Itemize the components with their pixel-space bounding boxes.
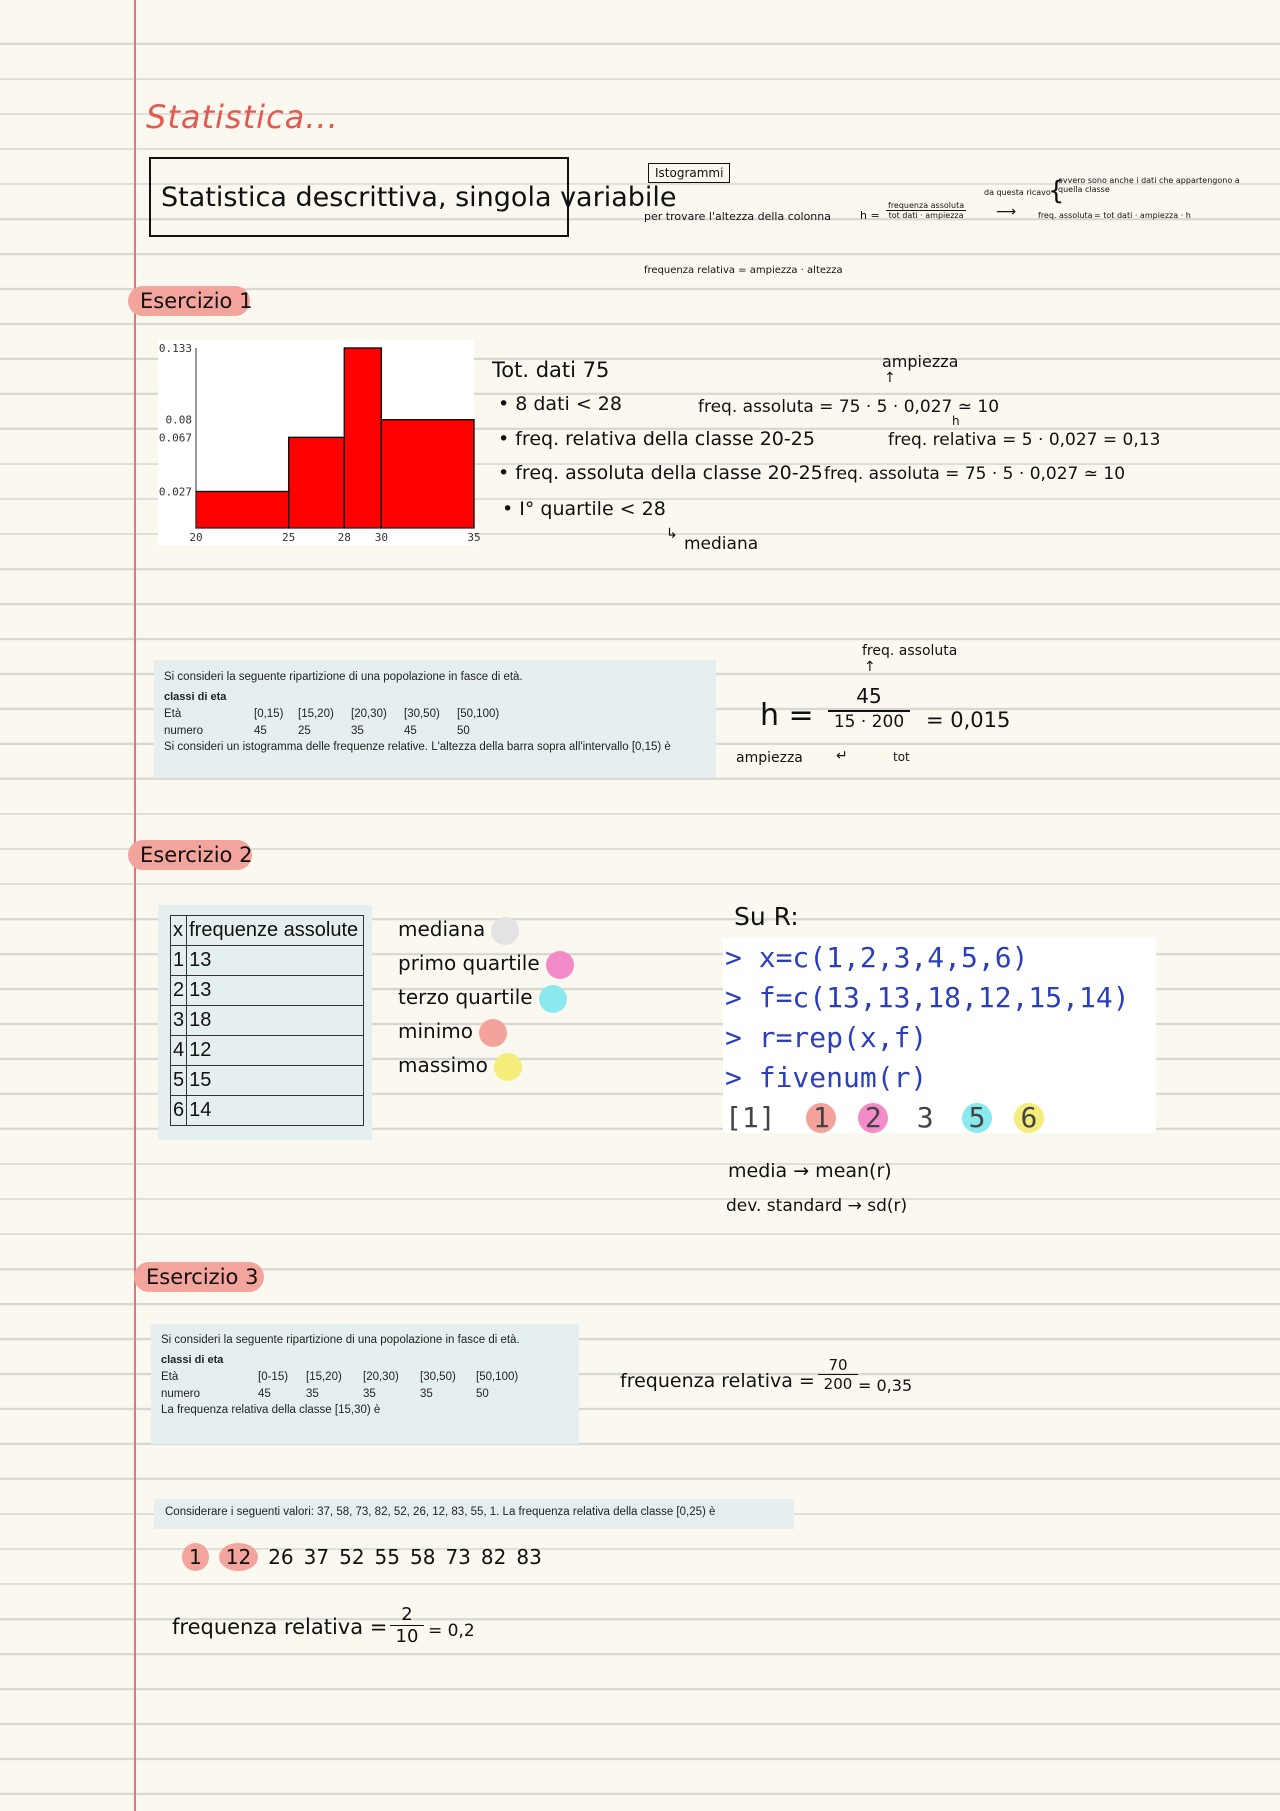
sorted-value: 1 [182,1543,209,1571]
table-cell: 2 [171,976,187,1006]
output-value: 5 [962,1103,992,1133]
card1-cell: 35 [351,725,364,737]
card1-cell: [15,20) [298,708,334,720]
card2-cell: 35 [306,1388,319,1400]
table-cell: 12 [187,1036,364,1066]
es1-h: h [952,414,960,428]
x-tick-label: 28 [337,531,351,544]
histogram-bars [196,348,474,528]
card2-cell: [0-15) [258,1371,289,1383]
x-tick-labels [189,531,480,544]
legend-label: primo quartile [398,951,540,975]
card1-row1 [164,708,706,720]
page-title: Statistica... [146,98,339,136]
histogram-bar [196,491,289,528]
media-note: media → mean(r) [728,1160,892,1182]
card2-cell: 45 [258,1388,271,1400]
es1-ampiezza: ampiezza [882,352,959,371]
su-r-label: Su R: [734,902,799,931]
es1-b3: • freq. assoluta della classe 20-25 [498,462,823,484]
istogrammi-label: Istogrammi [648,163,730,183]
f1-h: h = [760,698,814,733]
y-tick-label: 0.027 [158,485,192,499]
sorted-value: 26 [268,1545,294,1569]
es3-fraction [818,1356,858,1393]
corner-arrow-icon: ↳ [666,526,678,542]
frequency-table-grid [170,915,364,1126]
es1-f1: freq. assoluta = 75 · 5 · 0,027 ≃ 10 [698,397,1000,417]
legend-dot [479,1019,507,1047]
table-cell: 13 [187,946,364,976]
table-row [171,1006,364,1036]
f1-den: 15 · 200 [833,712,905,732]
arrow-note: da questa ricavo [984,188,1051,197]
f1-ampiezza: ampiezza [736,750,803,766]
es1-f3: freq. assoluta = 75 · 5 · 0,027 ≃ 10 [824,464,1126,484]
card2-cell: [20,30) [363,1371,399,1383]
legend-label: massimo [398,1053,488,1077]
fraction-denominator: tot dati · ampiezza [888,211,964,220]
sorted-value: 83 [516,1545,542,1569]
es1-b1: • 8 dati < 28 [498,393,622,415]
histogram-bar [344,348,381,528]
card2-cell: [50,100) [476,1371,519,1383]
y-tick-label: 0.067 [158,431,192,445]
table-row [171,976,364,1006]
f1-num: 45 [828,684,910,712]
sorted-value: 73 [445,1545,471,1569]
table-cell: 18 [187,1006,364,1036]
legend-list [398,912,574,1082]
histogram [158,340,481,545]
x-tick-label: 35 [467,531,481,544]
card2-question: La frequenza relativa della classe [15,30) è [161,1404,381,1416]
section-title-box [149,157,677,237]
istogrammi-h: h = [860,209,880,222]
table-cell: 4 [171,1036,187,1066]
table-cell: 13 [187,976,364,1006]
f1-freq-ass: freq. assoluta [862,643,958,659]
es3-result: = 0,35 [858,1376,913,1395]
card1-cell: [20,30) [351,708,387,720]
dev-note: dev. standard → sd(r) [726,1196,908,1216]
table-cell: 1 [171,946,187,976]
output-value: 3 [916,1101,934,1134]
code-line: > x=c(1,2,3,4,5,6) [725,941,1029,974]
card2-intro: Si consideri la seguente ripartizione di una popolazione in fasce di età. [161,1334,520,1346]
cioe-note: ovvero sono anche i dati che appartengono a quella classe [1058,176,1240,194]
exercise-3-tag: Esercizio 3 [134,1262,264,1292]
sorted-value: 55 [374,1545,400,1569]
up-arrow-icon: ↑ [864,659,876,675]
question-card-2 [151,1324,579,1444]
istogrammi-line1: per trovare l'altezza della colonna [644,210,831,223]
up-arrow-icon: ↑ [884,370,896,386]
card1-cell: 50 [457,725,470,737]
card2-cell: 35 [420,1388,433,1400]
return-arrow-icon: ↵ [836,748,848,764]
sorted-value: 37 [303,1545,330,1569]
section-title: Statistica descrittiva, singola variabile [161,181,677,213]
card2-cell: Età [161,1371,179,1383]
f1-tot: tot [893,750,910,764]
es3-num: 70 [818,1356,858,1375]
card2-row2 [161,1388,569,1400]
istogrammi-fraction [886,201,966,220]
x-tick-label: 25 [282,531,296,544]
card1-cell: [50,100) [457,708,500,720]
r-code-block [723,938,1156,1133]
question-card-1 [154,660,716,778]
sorted-values [182,1543,542,1571]
code-line: > r=rep(x,f) [725,1021,928,1054]
sorted-value: 82 [480,1545,507,1569]
card1-question: Si consideri un istogramma delle frequenze relative. L'altezza della barra sopra all'intervallo [0,15) è [164,741,671,753]
es1-mediana: mediana [684,534,759,554]
x-tick-label: 30 [374,531,388,544]
exercise-1-tag: Esercizio 1 [128,286,250,316]
legend-item [398,980,574,1014]
table-cell: 14 [187,1096,364,1126]
es1-f2: freq. relativa = 5 · 0,027 = 0,13 [888,430,1161,450]
table-header-cell: x [171,916,187,946]
istogrammi-line2: frequenza relativa = ampiezza · altezza [644,265,843,276]
card1-cell: [30,50) [404,708,440,720]
es3-formula-label: frequenza relativa = [620,1370,815,1392]
histogram-bar [381,420,474,528]
f1-fraction [828,684,910,732]
code-output [723,1098,1156,1138]
card2-cell: [15,20) [306,1371,342,1383]
table-header-cell: frequenze assolute [187,916,364,946]
table-cell: 3 [171,1006,187,1036]
card2-cell: 35 [363,1388,376,1400]
legend-label: mediana [398,917,486,941]
legend-label: terzo quartile [398,985,533,1009]
card1-row2 [164,725,706,737]
card1-intro: Si consideri la seguente ripartizione di una popolazione in fasce di età. [164,671,523,683]
freq-ass-label: freq. assoluta [1038,211,1093,220]
card2-row1 [161,1371,569,1383]
card3-text: Considerare i seguenti valori: 37, 58, 73, 82, 52, 26, 12, 83, 55, 1. La frequenza relativa della classe [0,25) è [165,1506,716,1518]
legend-item [398,1048,574,1082]
es1-b4: • I° quartile < 28 [502,498,666,520]
card1-header: classi di eta [164,691,227,703]
sorted-value: 12 [219,1543,258,1571]
table-row [171,1036,364,1066]
fraction-numerator: frequenza assoluta [888,201,965,210]
legend-item [398,946,574,980]
legend-dot [491,917,519,945]
x-tick-label: 20 [189,531,203,544]
legend-item [398,912,574,946]
legend-dot [546,951,574,979]
card1-cell: numero [164,725,203,737]
output-value: 6 [1014,1103,1044,1133]
code-line: > f=c(13,13,18,12,15,14) [725,981,1130,1014]
table-cell: 5 [171,1066,187,1096]
last-num: 2 [390,1604,424,1626]
es3-den: 200 [823,1375,853,1393]
es1-tot: Tot. dati 75 [492,358,610,382]
code-line: > fivenum(r) [725,1061,928,1094]
table-cell: 15 [187,1066,364,1096]
sorted-value: 52 [339,1545,365,1569]
es1-b2: • freq. relativa della classe 20-25 [498,428,815,450]
output-value: 2 [858,1103,888,1133]
legend-dot [539,985,567,1013]
card1-cell: 45 [404,725,417,737]
question-card-3 [154,1499,794,1529]
exercise-2-tag: Esercizio 2 [128,840,252,870]
last-result: = 0,2 [428,1621,475,1641]
table-header-row [171,916,364,946]
frequency-table [158,905,372,1140]
histogram-bar [289,437,345,528]
margin-line [134,0,136,1811]
last-den: 10 [395,1626,419,1647]
card1-cell: Età [164,708,182,720]
table-row [171,946,364,976]
f1-result: = 0,015 [926,708,1011,732]
output-value: 1 [806,1103,836,1133]
card2-cell: [30,50) [420,1371,456,1383]
last-formula-label: frequenza relativa = [172,1615,388,1639]
table-row [171,1066,364,1096]
y-tick-labels [159,342,192,498]
card1-cell: [0,15) [254,708,284,720]
histogram-svg [158,340,481,545]
freq-ass-formula: = tot dati · ampiezza · h [1094,211,1191,220]
y-tick-label: 0.133 [158,342,192,355]
sorted-value: 58 [410,1545,436,1569]
table-row [171,1096,364,1126]
table-cell: 6 [171,1096,187,1126]
legend-item [398,1014,574,1048]
legend-dot [494,1053,522,1081]
y-tick-label: 0.08 [165,413,192,427]
last-fraction [390,1604,424,1647]
card1-cell: 45 [254,725,267,737]
card2-cell: numero [161,1388,200,1400]
brace-icon: { [1048,176,1065,206]
legend-label: minimo [398,1019,473,1043]
card1-cell: 25 [298,725,311,737]
card2-header: classi di eta [161,1354,224,1366]
card2-cell: 50 [476,1388,489,1400]
right-arrow-icon: ⟶ [996,204,1017,220]
output-prefix: [1] [725,1101,776,1134]
